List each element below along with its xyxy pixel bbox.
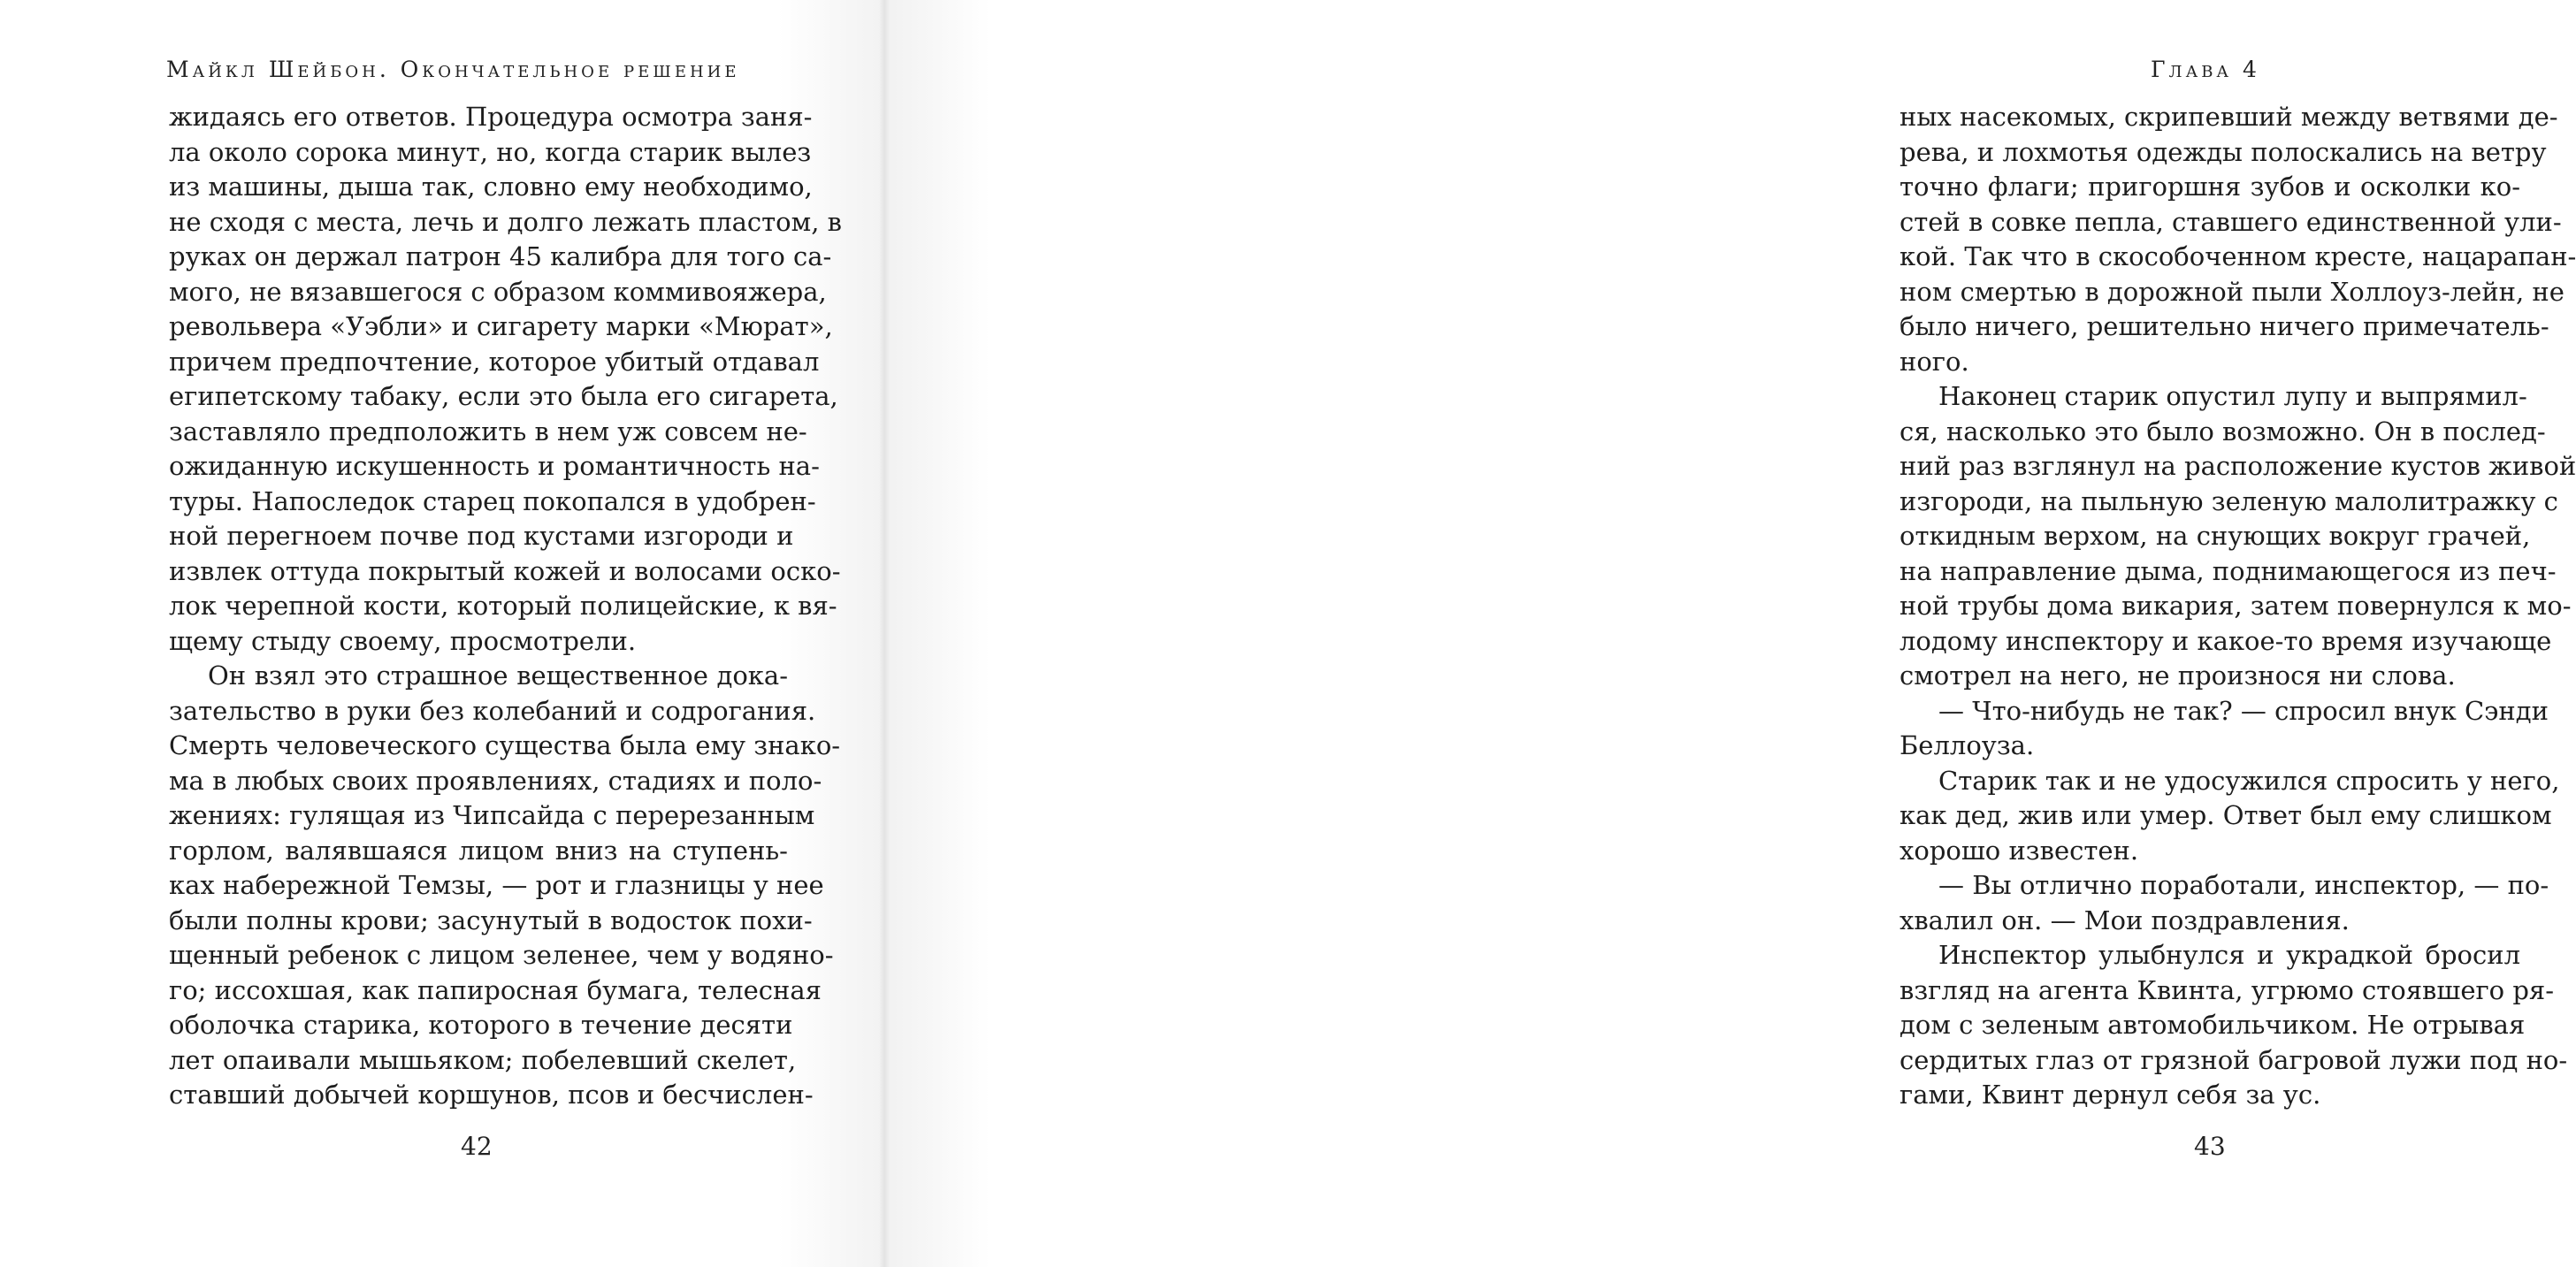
- text-line: щенный ребенок с лицом зеленее, чем у водяно-: [169, 940, 834, 970]
- text-line: ожиданную искушенность и романтичность на-: [169, 451, 820, 481]
- right-page: [884, 0, 2576, 1267]
- text-line: стей в совке пепла, ставшего единственной ули-: [1900, 206, 2562, 237]
- text-line: рева, и лохмотья одежды полоскались на ветру: [1900, 136, 2547, 167]
- running-head-author-title: Майкл Шейбон. Окончательное решение: [166, 57, 740, 82]
- page-number-left: 42: [461, 1132, 493, 1161]
- text-line: ном смертью в дорожной пыли Холлоуз-лейн, не: [1900, 276, 2565, 307]
- text-line: — Вы отлично поработали, инспектор, — по-: [1938, 870, 2549, 900]
- text-line: ла около сорока минут, но, когда старик вылез: [169, 136, 812, 167]
- text-line: взгляд на агента Квинта, угрюмо стоявшего ря-: [1900, 974, 2555, 1005]
- text-line: изгороди, на пыльную зеленую малолитражку с: [1900, 485, 2558, 516]
- left-page: [0, 0, 884, 1267]
- text-line: как дед, жив или умер. Ответ был ему слишком: [1900, 800, 2552, 830]
- text-line: лет опаивали мышьяком; побелевший скелет,: [169, 1044, 797, 1075]
- text-line: кой. Так что в скособоченном кресте, нацарапан-: [1900, 241, 2576, 271]
- text-line: заставляло предположить в нем уж совсем не-: [169, 416, 807, 447]
- text-line: ной перегноем почве под кустами изгороди и: [169, 521, 794, 551]
- right-page-body-text: [1900, 100, 2576, 1113]
- text-line: сердитых глаз от грязной багровой лужи под но-: [1900, 1044, 2568, 1075]
- text-line: ках набережной Темзы, — рот и глазницы у нее: [169, 870, 824, 900]
- text-line: гами, Квинт дернул себя за ус.: [1900, 1080, 2321, 1110]
- text-line: смотрел на него, не произнося ни слова.: [1900, 660, 2456, 691]
- text-line: из машины, дыша так, словно ему необходимо,: [169, 172, 813, 202]
- text-line: ного.: [1900, 346, 1969, 377]
- text-line: не сходя с места, лечь и долго лежать пластом, в: [169, 206, 842, 237]
- text-line: хорошо известен.: [1900, 835, 2139, 866]
- text-line: лодому инспектору и какое-то время изучающе: [1900, 625, 2552, 656]
- text-line: Наконец старик опустил лупу и выпрямил-: [1938, 381, 2527, 411]
- text-line: причем предпочтение, которое убитый отдавал: [169, 346, 820, 377]
- text-line: туры. Напоследок старец покопался в удобрен-: [169, 485, 816, 516]
- text-line: руках он держал патрон 45 калибра для того са-: [169, 241, 832, 271]
- text-line: Беллоуза.: [1900, 730, 2035, 760]
- text-line: лок черепной кости, который полицейские, к вя-: [169, 591, 837, 621]
- text-line: горлом, валявшаяся лицом вниз на ступень-: [169, 835, 788, 866]
- text-line: было ничего, решительно ничего примечатель-: [1900, 311, 2549, 341]
- text-line: жидаясь его ответов. Процедура осмотра заня-: [169, 102, 813, 132]
- text-line: на направление дыма, поднимающегося из печ-: [1900, 555, 2557, 586]
- text-line: Смерть человеческого существа была ему знако-: [169, 730, 841, 760]
- page-number-right: 43: [2194, 1132, 2226, 1161]
- text-line: дом с зеленым автомобильчиком. Не отрывая: [1900, 1010, 2526, 1040]
- text-line: извлек оттуда покрытый кожей и волосами оско-: [169, 555, 841, 586]
- text-line: — Что-нибудь не так? — спросил внук Сэнди: [1938, 695, 2549, 726]
- text-line: ставший добычей коршунов, псов и бесчислен-: [169, 1080, 814, 1110]
- text-line: хвалил он. — Мои поздравления.: [1900, 904, 2350, 935]
- text-line: Старик так и не удосужился спросить у него,: [1938, 765, 2560, 796]
- text-line: жениях: гулящая из Чипсайда с перерезанным: [169, 800, 815, 830]
- text-line: Инспектор улыбнулся и украдкой бросил: [1938, 940, 2520, 970]
- text-line: Он взял это страшное вещественное дока-: [208, 660, 788, 691]
- text-line: мого, не вязавшегося с образом коммивояжера,: [169, 276, 827, 307]
- text-line: го; иссохшая, как папиросная бумага, телесная: [169, 974, 822, 1005]
- text-line: были полны крови; засунутый в водосток похи-: [169, 904, 813, 935]
- text-line: египетскому табаку, если это была его сигарета,: [169, 381, 838, 411]
- text-line: ма в любых своих проявлениях, стадиях и поло-: [169, 765, 822, 796]
- running-head-chapter: Глава 4: [2151, 57, 2260, 82]
- text-line: револьвера «Уэбли» и сигарету марки «Мюрат»,: [169, 311, 833, 341]
- text-line: ний раз взглянул на расположение кустов живой: [1900, 451, 2576, 481]
- text-line: ных насекомых, скрипевший между ветвями де-: [1900, 102, 2558, 132]
- book-gutter-shadow: [879, 0, 890, 1267]
- text-line: точно флаги; пригоршня зубов и осколки ко-: [1900, 172, 2520, 202]
- text-line: оболочка старика, которого в течение десяти: [169, 1010, 793, 1040]
- text-line: зательство в руки без колебаний и содрогания.: [169, 695, 816, 726]
- text-line: щему стыду своему, просмотрели.: [169, 625, 637, 656]
- text-line: ся, насколько это было возможно. Он в послед-: [1900, 416, 2546, 447]
- text-line: ной трубы дома викария, затем повернулся к мо-: [1900, 591, 2572, 621]
- left-page-body-text: [169, 100, 842, 1113]
- text-line: откидным верхом, на снующих вокруг грачей,: [1900, 521, 2531, 551]
